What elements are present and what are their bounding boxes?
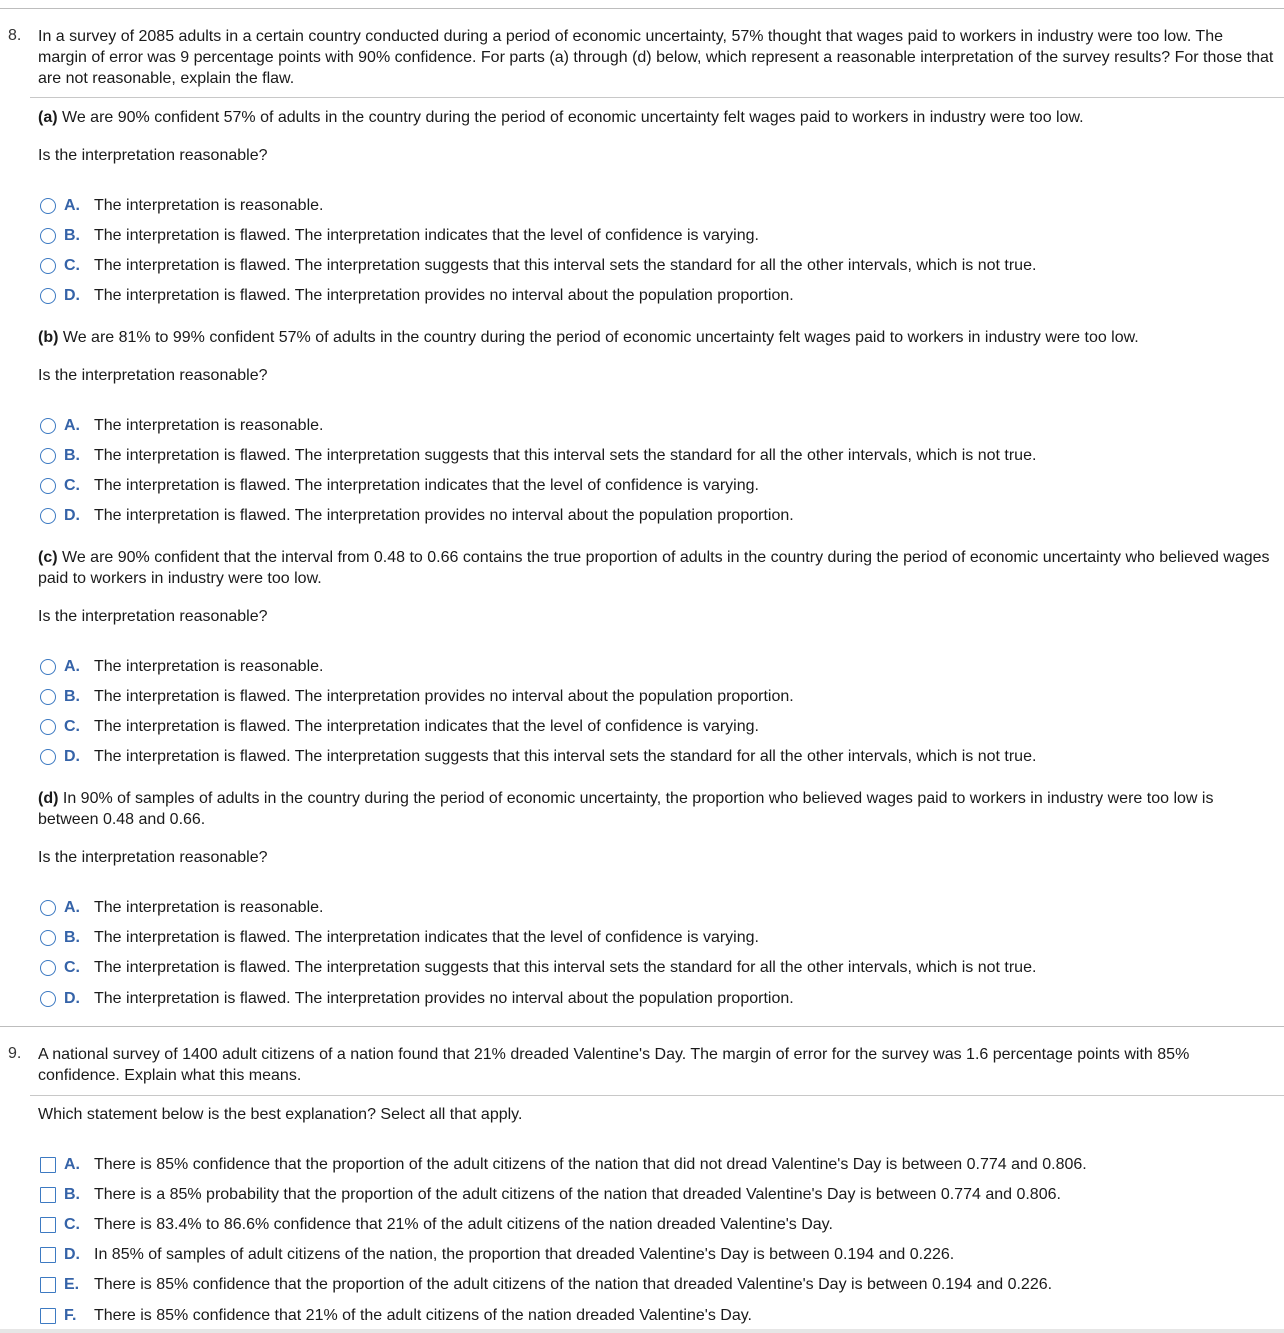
part-c-option-c[interactable] — [40, 716, 759, 738]
option-text: The interpretation is flawed. The interpretation suggests that this interval sets the standard for all the other intervals, which is not true. — [94, 257, 1037, 274]
radio-button[interactable] — [40, 448, 56, 464]
question-9-prompt: Which statement below is the best explanation? Select all that apply. — [38, 1106, 523, 1123]
option-letter: C. — [64, 477, 80, 494]
part-c-option-d[interactable] — [40, 746, 1036, 768]
option-text: There is 85% confidence that 21% of the adult citizens of the nation dreaded Valentine's Day. — [94, 1307, 752, 1324]
q9-option-a[interactable] — [40, 1154, 1087, 1176]
option-text: The interpretation is reasonable. — [94, 899, 324, 916]
part-text: We are 81% to 99% confident 57% of adults in the country during the period of economic uncertainty felt wages paid to workers in industry were too low. — [62, 329, 1139, 346]
option-letter: B. — [64, 227, 80, 244]
part-b-option-a[interactable] — [40, 415, 323, 437]
question-9-divider — [30, 1095, 1284, 1096]
option-letter: A. — [64, 1156, 80, 1173]
option-letter: E. — [64, 1276, 80, 1293]
part-a-option-a[interactable] — [40, 195, 323, 217]
option-letter: C. — [64, 1216, 80, 1233]
part-label: (a) — [38, 109, 58, 126]
checkbox[interactable] — [40, 1187, 56, 1203]
option-letter: C. — [64, 257, 80, 274]
checkbox[interactable] — [40, 1247, 56, 1263]
radio-button[interactable] — [40, 418, 56, 434]
question-8-stem: In a survey of 2085 adults in a certain country conducted during a period of economic uncertainty, 57% thought that wages paid to workers in industry were too low. The margin of error was 9 percentage points with 90% confidence. For parts (a) through (d) below, which represent a reasonable interpretation of the survey results? For those that are not reasonable, explain the flaw. — [38, 28, 1274, 87]
question-8-number: 8. — [8, 27, 22, 44]
part-b-prompt: Is the interpretation reasonable? — [38, 367, 268, 384]
option-letter: A. — [64, 197, 80, 214]
part-d-prompt: Is the interpretation reasonable? — [38, 849, 268, 866]
option-letter: D. — [64, 748, 80, 765]
option-text: There is a 85% probability that the proportion of the adult citizens of the nation that dreaded Valentine's Day is between 0.774 and 0.806. — [94, 1186, 1061, 1203]
option-text: There is 83.4% to 86.6% confidence that 21% of the adult citizens of the nation dreaded Valentine's Day. — [94, 1216, 833, 1233]
part-a-option-d[interactable] — [40, 285, 794, 307]
option-text: The interpretation is flawed. The interpretation suggests that this interval sets the standard for all the other intervals, which is not true. — [94, 959, 1037, 976]
part-c-option-b[interactable] — [40, 686, 794, 708]
option-text: In 85% of samples of adult citizens of the nation, the proportion that dreaded Valentine's Day is between 0.194 and 0.226. — [94, 1246, 955, 1263]
part-b-option-c[interactable] — [40, 475, 759, 497]
option-letter: D. — [64, 287, 80, 304]
part-a-option-b[interactable] — [40, 225, 759, 247]
part-label: (b) — [38, 329, 59, 346]
radio-button[interactable] — [40, 258, 56, 274]
option-letter: D. — [64, 1246, 80, 1263]
q9-option-b[interactable] — [40, 1184, 1061, 1206]
option-text: The interpretation is reasonable. — [94, 658, 324, 675]
part-c-prompt: Is the interpretation reasonable? — [38, 608, 268, 625]
radio-button[interactable] — [40, 719, 56, 735]
checkbox[interactable] — [40, 1217, 56, 1233]
option-letter: C. — [64, 718, 80, 735]
part-c-statement — [38, 547, 1278, 589]
part-b-option-b[interactable] — [40, 445, 1036, 467]
part-d-statement — [38, 788, 1278, 830]
option-letter: F. — [64, 1307, 77, 1324]
option-letter: B. — [64, 929, 80, 946]
part-label: (c) — [38, 549, 58, 566]
radio-button[interactable] — [40, 991, 56, 1007]
option-letter: B. — [64, 447, 80, 464]
radio-button[interactable] — [40, 478, 56, 494]
option-letter: A. — [64, 658, 80, 675]
option-letter: A. — [64, 899, 80, 916]
radio-button[interactable] — [40, 508, 56, 524]
option-text: There is 85% confidence that the proportion of the adult citizens of the nation that dreaded Valentine's Day is between 0.194 and 0.226. — [94, 1276, 1053, 1293]
part-b-option-d[interactable] — [40, 505, 794, 527]
question-8-divider — [30, 97, 1284, 98]
q9-option-d[interactable] — [40, 1244, 954, 1266]
part-d-option-a[interactable] — [40, 897, 323, 919]
option-text: The interpretation is flawed. The interpretation provides no interval about the population proportion. — [94, 507, 794, 524]
radio-button[interactable] — [40, 288, 56, 304]
option-text: The interpretation is flawed. The interpretation provides no interval about the population proportion. — [94, 688, 794, 705]
option-text: The interpretation is flawed. The interpretation suggests that this interval sets the standard for all the other intervals, which is not true. — [94, 748, 1037, 765]
part-b-statement — [38, 327, 1278, 348]
question-9-stem: A national survey of 1400 adult citizens of a nation found that 21% dreaded Valentine's Day. The margin of error for the survey was 1.6 percentage points with 85% confidence. Explain what this means. — [38, 1046, 1190, 1084]
q9-option-f[interactable] — [40, 1305, 752, 1327]
part-a-option-c[interactable] — [40, 255, 1036, 277]
option-text: The interpretation is reasonable. — [94, 197, 324, 214]
part-d-option-c[interactable] — [40, 957, 1036, 979]
option-text: The interpretation is flawed. The interpretation indicates that the level of confidence is varying. — [94, 477, 759, 494]
part-a-statement — [38, 107, 1278, 128]
option-text: The interpretation is flawed. The interpretation indicates that the level of confidence is varying. — [94, 227, 759, 244]
option-text: There is 85% confidence that the proportion of the adult citizens of the nation that did not dread Valentine's Day is between 0.774 and 0.806. — [94, 1156, 1087, 1173]
option-text: The interpretation is flawed. The interpretation suggests that this interval sets the standard for all the other intervals, which is not true. — [94, 447, 1037, 464]
radio-button[interactable] — [40, 960, 56, 976]
option-letter: C. — [64, 959, 80, 976]
part-label: (d) — [38, 790, 59, 807]
part-text: In 90% of samples of adults in the country during the period of economic uncertainty, the proportion who believed wages paid to workers in industry were too low is between 0.48 and 0.66. — [38, 790, 1214, 828]
part-text: We are 90% confident that the interval from 0.48 to 0.66 contains the true proportion of adults in the country during the period of economic uncertainty who believed wages paid to workers in industry were too low. — [38, 549, 1270, 587]
top-divider — [0, 8, 1284, 9]
option-letter: D. — [64, 990, 80, 1007]
radio-button[interactable] — [40, 749, 56, 765]
checkbox[interactable] — [40, 1277, 56, 1293]
radio-button[interactable] — [40, 198, 56, 214]
part-d-option-d[interactable] — [40, 988, 794, 1010]
bottom-edge — [0, 1329, 1284, 1333]
option-text: The interpretation is flawed. The interpretation indicates that the level of confidence is varying. — [94, 929, 759, 946]
radio-button[interactable] — [40, 228, 56, 244]
option-text: The interpretation is reasonable. — [94, 417, 324, 434]
part-text: We are 90% confident 57% of adults in the country during the period of economic uncertainty felt wages paid to workers in industry were too low. — [62, 109, 1084, 126]
option-letter: D. — [64, 507, 80, 524]
q9-option-c[interactable] — [40, 1214, 833, 1236]
q9-option-e[interactable] — [40, 1274, 1052, 1296]
radio-button[interactable] — [40, 659, 56, 675]
question-divider — [0, 1026, 1284, 1027]
radio-button[interactable] — [40, 930, 56, 946]
option-letter: B. — [64, 688, 80, 705]
part-d-option-b[interactable] — [40, 927, 759, 949]
radio-button[interactable] — [40, 900, 56, 916]
option-letter: B. — [64, 1186, 80, 1203]
part-c-option-a[interactable] — [40, 656, 323, 678]
part-a-prompt: Is the interpretation reasonable? — [38, 147, 268, 164]
checkbox[interactable] — [40, 1157, 56, 1173]
checkbox[interactable] — [40, 1308, 56, 1324]
option-letter: A. — [64, 417, 80, 434]
option-text: The interpretation is flawed. The interpretation provides no interval about the population proportion. — [94, 287, 794, 304]
radio-button[interactable] — [40, 689, 56, 705]
question-9-number: 9. — [8, 1045, 22, 1062]
option-text: The interpretation is flawed. The interpretation provides no interval about the population proportion. — [94, 990, 794, 1007]
option-text: The interpretation is flawed. The interpretation indicates that the level of confidence is varying. — [94, 718, 759, 735]
